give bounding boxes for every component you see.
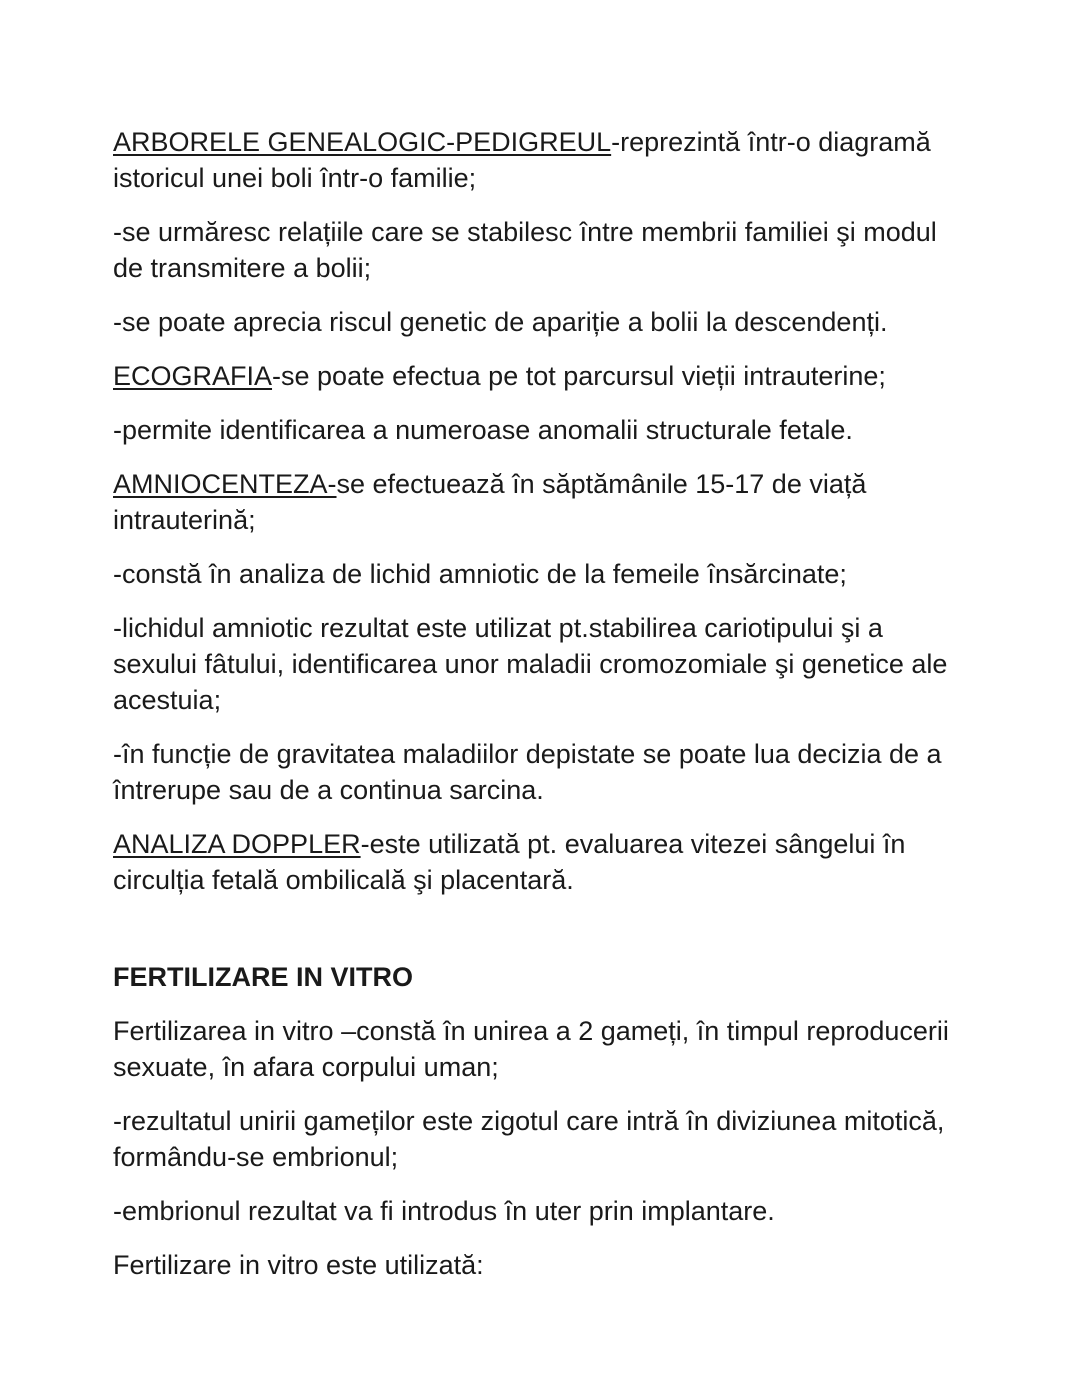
paragraph: Fertilizare in vitro este utilizată:	[113, 1250, 484, 1280]
paragraph: -constă în analiza de lichid amniotic de la femeile însărcinate;	[113, 559, 847, 589]
paragraph: Fertilizarea in vitro –constă în unirea a 2 gameți, în timpul reproducerii sexuate, în afara corpului uman;	[113, 1016, 949, 1082]
paragraph: -embrionul rezultat va fi introdus în uter prin implantare.	[113, 1196, 775, 1226]
paragraph: -în funcție de gravitatea maladiilor depistate se poate lua decizia de a întrerupe sau de a continua sarcina.	[113, 739, 942, 805]
paragraph-amniocenteza	[113, 466, 973, 538]
paragraph-ecografia	[113, 358, 973, 394]
term-amniocenteza: AMNIOCENTEZA-	[113, 469, 337, 499]
paragraph: -lichidul amniotic rezultat este utilizat pt.stabilirea cariotipului şi a sexului fâtului, identificarea unor maladii cromozomiale şi genetice ale acestuia;	[113, 613, 948, 715]
paragraph: -se urmăresc relațiile care se stabilesc între membrii familiei şi modul de transmitere a bolii;	[113, 217, 937, 283]
paragraph-text: -este utilizată pt. evaluarea vitezei sângelui în circulția fetală ombilicală şi placentară.	[113, 829, 906, 895]
document-page	[113, 124, 973, 1301]
section-heading: FERTILIZARE IN VITRO	[113, 962, 413, 992]
paragraph-pedigree	[113, 124, 973, 196]
term-ecografia: ECOGRAFIA	[113, 361, 273, 391]
paragraph: -permite identificarea a numeroase anomalii structurale fetale.	[113, 415, 853, 445]
paragraph-doppler	[113, 826, 973, 898]
paragraph: -rezultatul unirii gameților este zigotul care intră în diviziunea mitotică, formându-se embrionul;	[113, 1106, 945, 1172]
paragraph-text: -se poate efectua pe tot parcursul vieții intrauterine;	[272, 361, 886, 391]
paragraph: -se poate aprecia riscul genetic de apariție a bolii la descendenți.	[113, 307, 888, 337]
paragraph-text: se efectuează în săptămânile 15-17 de viață intrauterină;	[113, 469, 867, 535]
paragraph-text: -reprezintă într-o diagramă istoricul unei boli într-o familie;	[113, 127, 931, 193]
term-pedigree: ARBORELE GENEALOGIC-PEDIGREUL	[113, 127, 612, 157]
term-doppler: ANALIZA DOPPLER	[113, 829, 361, 859]
